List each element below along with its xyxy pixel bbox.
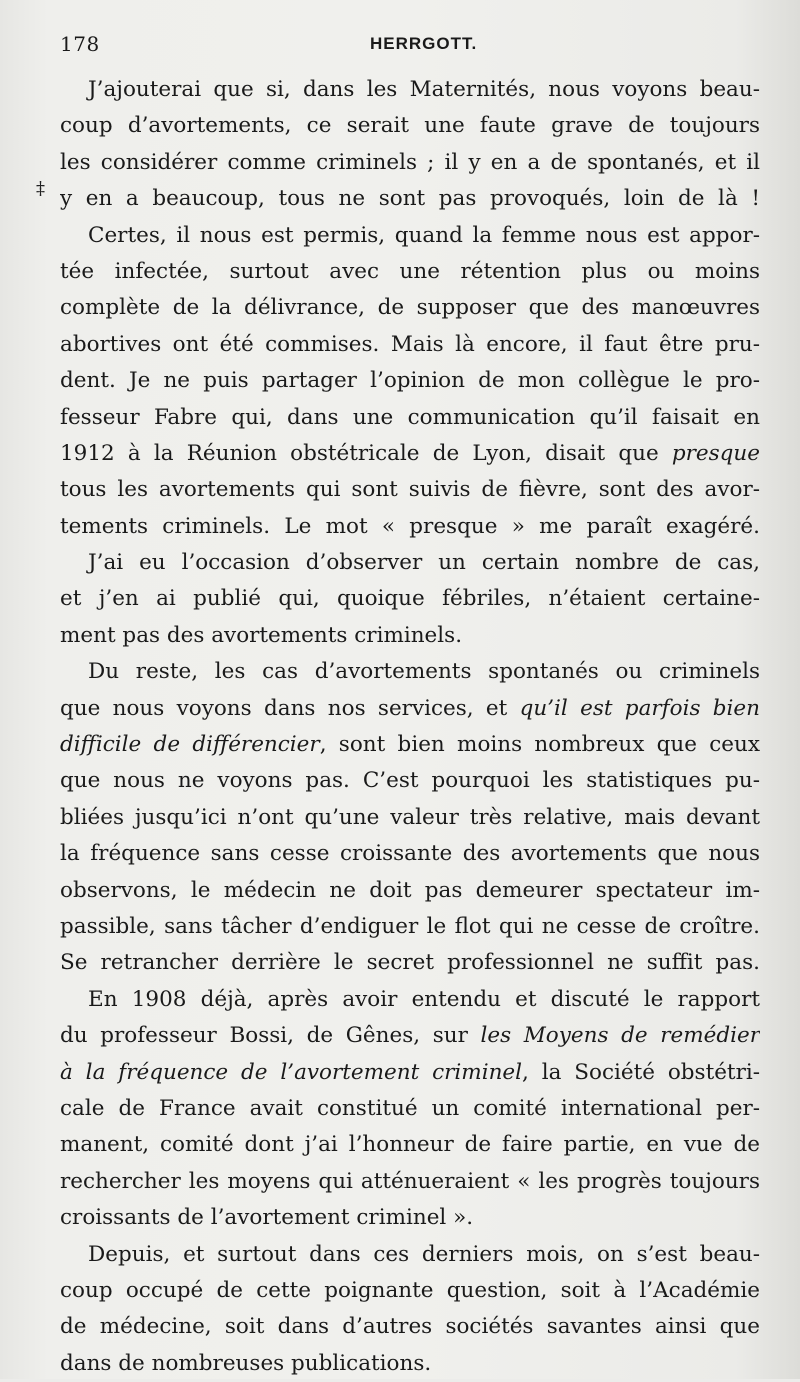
text-line [60, 509, 760, 545]
text-segment: abortives ont été commises. Mais là encore, il faut être pru- [60, 331, 760, 357]
italic-text: qu’il est parfois bien [519, 695, 760, 721]
text-line [60, 1055, 760, 1091]
text-segment: Du reste, les cas d’avortements spontanés ou criminels [88, 659, 760, 685]
text-segment: du professeur Bossi, de Gênes, sur [60, 1023, 481, 1049]
text-line [60, 545, 760, 581]
text-line [60, 654, 760, 690]
text-segment: Depuis, et surtout dans ces derniers mois, on s’est beau- [88, 1241, 760, 1267]
text-segment: dans de nombreuses publications. [60, 1350, 432, 1376]
text-segment: Se retrancher derrière le secret professionnel ne suffit pas. [60, 950, 760, 976]
italic-text: à la fréquence de l’avortement criminel [60, 1059, 523, 1085]
text-segment: que nous voyons dans nos services, et [60, 695, 520, 721]
text-line [60, 254, 760, 290]
text-line [60, 1018, 760, 1054]
text-line [60, 1237, 760, 1273]
text-line [60, 763, 760, 799]
text-segment: observons, le médecin ne doit pas demeurer spectateur im- [60, 877, 760, 903]
text-line [60, 145, 760, 181]
text-line [60, 400, 760, 436]
text-segment: tous les avortements qui sont suivis de fièvre, sont des avor- [60, 477, 760, 503]
text-segment: manent, comité dont j’ai l’honneur de faire partie, en vue de [60, 1132, 760, 1158]
text-segment: coup d’avortements, ce serait une faute grave de toujours [60, 113, 760, 139]
italic-text: les Moyens de remédier [480, 1023, 760, 1049]
text-line [60, 1091, 760, 1127]
text-segment: 1912 à la Réunion obstétricale de Lyon, disait que [60, 440, 672, 466]
text-line [60, 836, 760, 872]
text-segment: croissants de l’avortement criminel ». [60, 1205, 474, 1231]
text-line [60, 727, 760, 763]
italic-text: presque [671, 440, 760, 466]
text-segment: tements criminels. Le mot « presque » me paraît exagéré. [60, 513, 760, 539]
text-segment: coup occupé de cette poignante question, soit à l’Académie [60, 1277, 760, 1303]
text-segment: , sont bien moins nombreux que ceux [319, 732, 760, 758]
text-segment: ment pas des avortements criminels. [60, 622, 463, 648]
text-line [60, 691, 760, 727]
text-segment: tée infectée, surtout avec une rétention plus ou moins [60, 258, 760, 284]
text-line [60, 1346, 760, 1382]
text-line [60, 945, 760, 981]
text-segment: complète de la délivrance, de supposer que des manœuvres [60, 295, 760, 321]
text-segment: et j’en ai publié qui, quoique fébriles, n’étaient certaine- [60, 586, 760, 612]
text-segment: que nous ne voyons pas. C’est pourquoi les statistiques pu- [60, 768, 760, 794]
text-line [60, 1309, 760, 1345]
text-line [60, 800, 760, 836]
text-segment: Certes, il nous est permis, quand la femme nous est appor- [88, 222, 760, 248]
text-line [60, 327, 760, 363]
text-segment: de médecine, soit dans d’autres sociétés savantes ainsi que [60, 1314, 760, 1340]
text-segment: En 1908 déjà, après avoir entendu et discuté le rapport [88, 986, 760, 1012]
text-line [60, 72, 760, 108]
text-line [60, 581, 760, 617]
text-line [60, 472, 760, 508]
text-segment: y en a beaucoup, tous ne sont pas provoqués, loin de là ! [60, 186, 760, 212]
text-segment: passible, sans tâcher d’endiguer le flot qui ne cesse de croître. [60, 913, 760, 939]
text-line [60, 290, 760, 326]
text-segment: cale de France avait constitué un comité international per- [60, 1095, 760, 1121]
text-segment: les considérer comme criminels ; il y en a de spontanés, et il [60, 149, 760, 175]
text-line [60, 181, 760, 217]
text-line [60, 436, 760, 472]
text-line [60, 363, 760, 399]
running-head: HERRGOTT. [370, 34, 478, 53]
body-text [60, 72, 760, 1382]
text-line [60, 1127, 760, 1163]
text-segment: dent. Je ne puis partager l’opinion de mon collègue le pro- [60, 368, 760, 394]
text-segment: bliées jusqu’ici n’ont qu’une valeur très relative, mais devant [60, 804, 760, 830]
text-segment: la fréquence sans cesse croissante des avortements que nous [60, 841, 760, 867]
text-line [60, 982, 760, 1018]
text-segment: J’ai eu l’occasion d’observer un certain nombre de cas, [88, 550, 760, 576]
italic-text: difficile de différencier [60, 732, 320, 758]
text-line [60, 218, 760, 254]
margin-mark: ‡ [36, 178, 45, 199]
text-line [60, 1164, 760, 1200]
text-line [60, 909, 760, 945]
text-line [60, 618, 760, 654]
text-line [60, 108, 760, 144]
text-line [60, 873, 760, 909]
text-segment: J’ajouterai que si, dans les Maternités, nous voyons beau- [88, 77, 760, 102]
text-segment: rechercher les moyens qui atténueraient « les progrès toujours [60, 1168, 760, 1194]
text-segment: , la Société obstétri- [522, 1059, 760, 1085]
text-line [60, 1200, 760, 1236]
page-number: 178 [60, 32, 100, 56]
text-segment: fesseur Fabre qui, dans une communication qu’il faisait en [60, 404, 760, 430]
page-header [60, 32, 740, 66]
text-line [60, 1273, 760, 1309]
